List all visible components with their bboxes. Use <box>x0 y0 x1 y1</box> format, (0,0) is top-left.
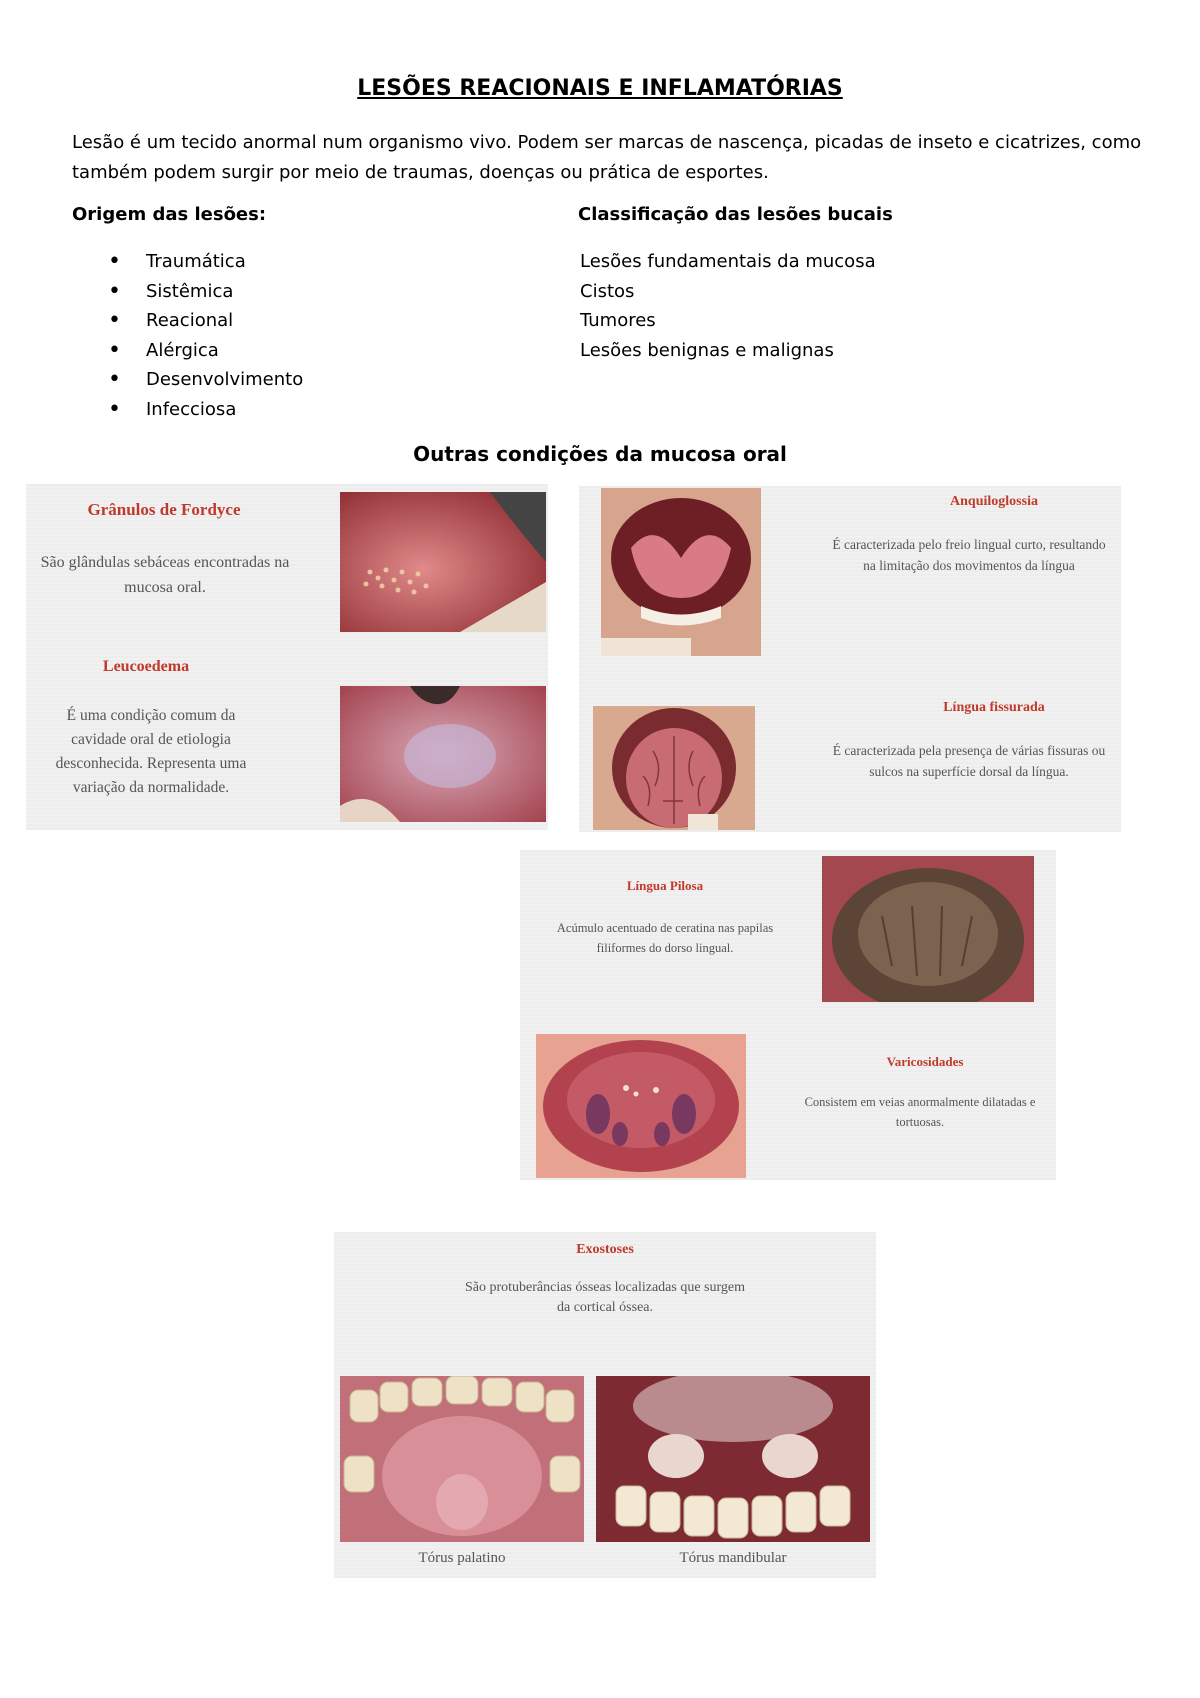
slide-fordyce-leucoedema <box>26 484 548 830</box>
list-item: Lesões fundamentais da mucosa <box>580 251 876 272</box>
fissurada-photo <box>593 706 755 830</box>
list-item: • Alérgica <box>72 336 303 366</box>
list-item: Cistos <box>580 280 635 302</box>
classification-heading: Classificação das lesões bucais <box>578 204 893 225</box>
anquiloglossia-text: É caracterizada pelo freio lingual curto, resultando na limitação dos movimentos da língua <box>832 537 1106 573</box>
list-item: • Infecciosa <box>72 395 303 425</box>
page-title: LESÕES REACIONAIS E INFLAMATÓRIAS <box>357 76 843 101</box>
fordyce-text: São glândulas sebáceas encontradas na mucosa oral. <box>40 554 290 596</box>
exostoses-text: São protuberâncias ósseas localizadas que surgem da cortical óssea. <box>464 1280 746 1315</box>
classification-list <box>580 247 876 365</box>
list-item: • Sistêmica <box>72 277 303 307</box>
slide-pilosa-varicosidades <box>520 850 1056 1180</box>
leucoedema-title: Leucoedema <box>102 658 190 675</box>
torus-palatino-photo <box>340 1376 584 1542</box>
section-subtitle: Outras condições da mucosa oral <box>413 442 787 466</box>
anquiloglossia-title: Anquiloglossia <box>950 494 1038 509</box>
list-item: Lesões benignas e malignas <box>580 339 834 361</box>
varicosidades-title: Varicosidades <box>886 1054 964 1069</box>
leucoedema-text: É uma condição comum da cavidade oral de etiologia desconhecida. Representa uma variação da normalidade. <box>55 707 247 796</box>
list-item: • Traumática <box>72 247 303 277</box>
varicosidades-photo <box>536 1034 746 1178</box>
varicosidades-text: Consistem em veias anormalmente dilatadas e tortuosas. <box>804 1095 1036 1129</box>
slide-exostoses <box>334 1232 876 1578</box>
torus-mandibular-photo <box>596 1376 870 1542</box>
pilosa-title: Língua Pilosa <box>626 878 704 893</box>
slide-anquiloglossia-fissurada <box>579 486 1121 832</box>
origin-heading: Origem das lesões: <box>72 204 267 225</box>
caption-torus-palatino: Tórus palatino <box>418 1550 506 1566</box>
caption-torus-mandibular: Tórus mandibular <box>679 1550 787 1566</box>
fissurada-title: Língua fissurada <box>943 700 1045 715</box>
list-item: • Reacional <box>72 306 303 336</box>
fordyce-title: Grânulos de Fordyce <box>87 500 241 519</box>
pilosa-photo <box>822 856 1034 1002</box>
fordyce-photo <box>340 492 546 632</box>
list-item: Tumores <box>580 310 656 331</box>
origin-list <box>72 247 303 424</box>
exostoses-title: Exostoses <box>576 1242 634 1257</box>
leucoedema-photo <box>340 686 546 822</box>
fissurada-text: É caracterizada pela presença de várias fissuras ou sulcos na superfície dorsal da língua. <box>832 743 1106 779</box>
pilosa-text: Acúmulo acentuado de ceratina nas papilas filiformes do dorso lingual. <box>556 921 774 955</box>
intro-paragraph: Lesão é um tecido anormal num organismo vivo. Podem ser marcas de nascença, picadas de inseto e cicatrizes, como também podem surgir por meio de traumas, doenças ou prática de esportes. <box>72 132 1142 183</box>
anquiloglossia-photo <box>601 488 761 656</box>
list-item: • Desenvolvimento <box>72 365 303 395</box>
